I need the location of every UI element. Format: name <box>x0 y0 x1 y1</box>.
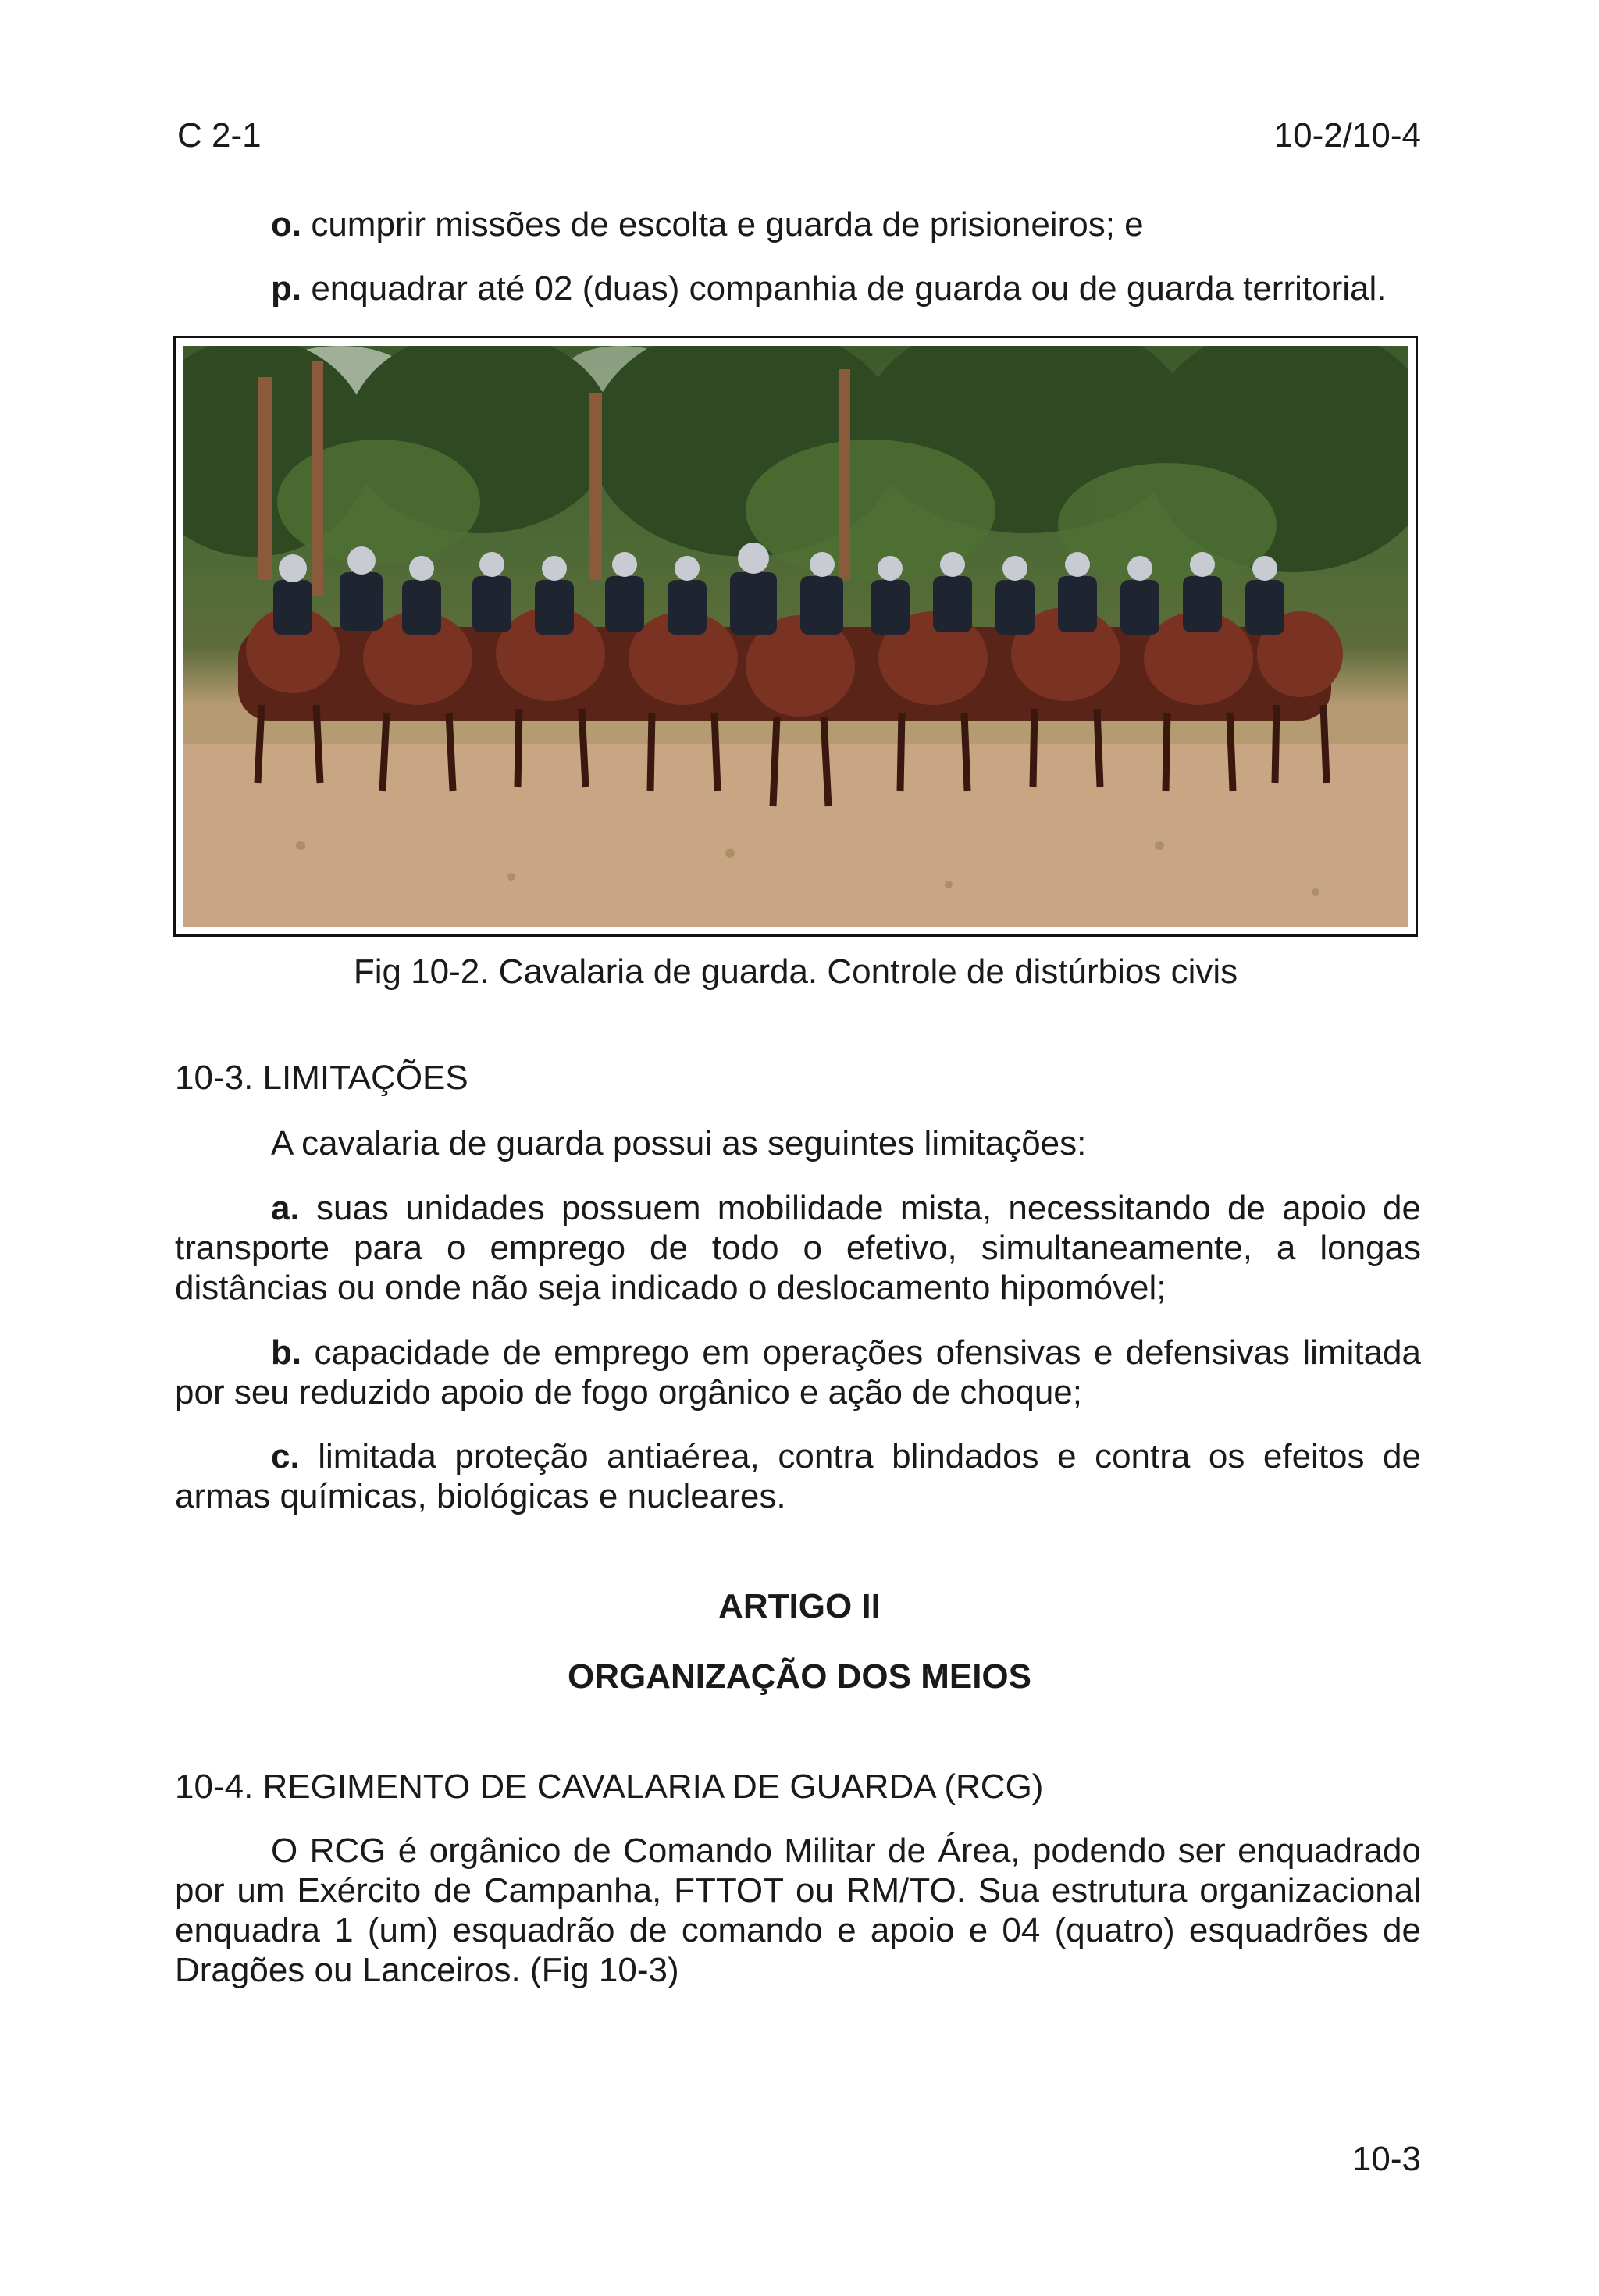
list-item-p <box>271 269 1423 308</box>
cavalry-photo <box>183 346 1408 927</box>
item-letter: a. <box>271 1189 300 1227</box>
item-letter: c. <box>271 1437 300 1475</box>
article-title: ORGANIZAÇÃO DOS MEIOS <box>567 1657 1032 1696</box>
item-letter: b. <box>271 1333 302 1372</box>
section-title-10-4: 10-4. REGIMENTO DE CAVALARIA DE GUARDA (RCG) <box>175 1767 1044 1806</box>
article-number: ARTIGO II <box>718 1587 881 1625</box>
figure-frame <box>173 336 1418 937</box>
cavalry-photo-illustration <box>183 346 1408 927</box>
item-text: cumprir missões de escolta e guarda de prisioneiros; e <box>301 205 1144 244</box>
list-item-o <box>271 205 1423 244</box>
page-number: 10-3 <box>1351 2140 1421 2178</box>
figure-caption: Fig 10-2. Cavalaria de guarda. Controle de distúrbios civis <box>353 952 1238 991</box>
item-text: limitada proteção antiaérea, contra blindados e contra os efeitos de armas químicas, biológicas e nucleares. <box>175 1437 1421 1515</box>
item-text: suas unidades possuem mobilidade mista, necessitando de apoio de transporte para o emprego de todo o efetivo, simultaneamente, a longas distâncias ou onde não seja indicado o deslocamento hipomóvel; <box>175 1189 1421 1307</box>
limitation-item-c <box>175 1436 1421 1516</box>
paragraph-text: O RCG é orgânico de Comando Militar de Área, podendo ser enquadrado por um Exército de Campanha, FTTOT ou RM/TO. Sua estrutura organizacional enquadra 1 (um) esquadrão de comando e apoio e 04 (quatro) esquadrões de Dragões ou Lanceiros. (Fig 10-3) <box>175 1831 1421 1989</box>
header-right: 10-2/10-4 <box>1273 116 1421 155</box>
section-intro <box>175 1123 1421 1163</box>
item-text: capacidade de emprego em operações ofensivas e defensivas limitada por seu reduzido apoio de fogo orgânico e ação de choque; <box>175 1333 1421 1411</box>
section-title-10-3: 10-3. LIMITAÇÕES <box>175 1059 468 1097</box>
limitation-item-b <box>175 1333 1421 1412</box>
item-letter: o. <box>271 205 302 244</box>
intro-text: A cavalaria de guarda possui as seguintes limitações: <box>271 1124 1087 1162</box>
limitation-item-a <box>175 1188 1421 1308</box>
item-text: enquadrar até 02 (duas) companhia de guarda ou de guarda territorial. <box>301 269 1387 308</box>
item-letter: p. <box>271 269 302 308</box>
section-104-text <box>175 1831 1421 1990</box>
header-left: C 2-1 <box>177 116 262 155</box>
